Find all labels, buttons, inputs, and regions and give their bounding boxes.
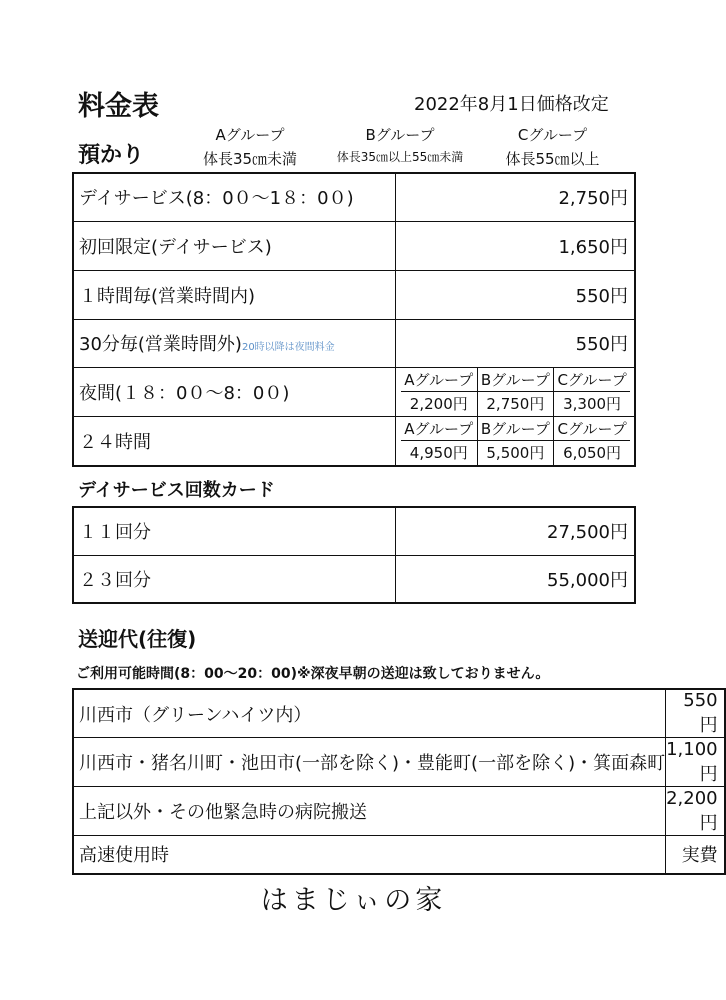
group-price: 3,300円	[563, 395, 622, 414]
row-price: 1,650円	[396, 221, 636, 270]
table-row-24h	[73, 416, 635, 466]
row-label: 初回限定(デイサービス)	[73, 221, 396, 270]
table-row	[73, 173, 635, 221]
group-a-size: 体長35㎝未満	[202, 150, 298, 168]
group-price: 2,750円	[477, 392, 554, 416]
day24-price-grid	[401, 417, 630, 465]
group-c-size: 体長55㎝以上	[505, 150, 600, 168]
row-price: 1,100円	[666, 738, 725, 787]
row-price: 550円	[396, 319, 636, 367]
row-label-text: 30分毎(営業時間外)	[79, 334, 242, 355]
group-label: Bグループ	[477, 417, 554, 441]
pickup-availability-note: ご利用可能時間(8：00～20：00)※深夜早朝の送迎は致しておりません。	[76, 666, 550, 682]
pickup-price-table	[72, 688, 726, 875]
row-label: 上記以外・その他緊急時の病院搬送	[73, 787, 666, 836]
night-rate-note: 20時以降は夜間料金	[241, 342, 335, 353]
group-label: Aグループ	[401, 368, 477, 392]
group-label: Bグループ	[477, 368, 554, 392]
row-label: デイサービス(8：0０～1８：0０)	[73, 173, 396, 221]
group-a-header	[190, 124, 310, 169]
row-label: １時間毎(営業時間内)	[73, 270, 396, 319]
group-label: Cグループ	[554, 368, 630, 392]
table-row	[73, 507, 635, 555]
group-c-header	[495, 124, 610, 169]
row-label	[73, 319, 396, 367]
group-price: 6,050円	[563, 444, 622, 463]
row-price: 実費	[666, 836, 725, 874]
row-label: 川西市・猪名川町・池田市(一部を除く)・豊能町(一部を除く)・箕面森町	[73, 738, 666, 787]
page-title: 料金表	[78, 91, 159, 122]
shop-name: はまじぃの家	[260, 885, 447, 916]
table-row	[73, 738, 725, 787]
card-price-table	[72, 506, 636, 604]
row-price: 55,000円	[396, 555, 636, 603]
table-row	[73, 221, 635, 270]
group-b-header	[330, 124, 470, 165]
group-a-name: Aグループ	[215, 126, 285, 144]
row-label: １１回分	[73, 507, 396, 555]
table-row	[73, 836, 725, 874]
table-row-night	[73, 367, 635, 416]
row-price: 550円	[666, 689, 725, 738]
deposit-price-table	[72, 172, 636, 467]
group-label: Aグループ	[401, 417, 477, 441]
card-section-title: デイサービス回数カード	[78, 480, 275, 501]
row-price: 2,200円	[666, 787, 725, 836]
row-label: 川西市（グリーンハイツ内）	[73, 689, 666, 738]
row-price: 27,500円	[396, 507, 636, 555]
table-row	[73, 689, 725, 738]
day24-group-prices	[396, 416, 636, 466]
night-price-grid	[401, 368, 630, 416]
group-c-name: Cグループ	[517, 126, 588, 144]
row-label: ２３回分	[73, 555, 396, 603]
revision-date: 2022年8月1日価格改定	[414, 94, 609, 115]
table-row	[73, 270, 635, 319]
night-label: 夜間(１８：0０～8：0０)	[73, 367, 396, 416]
deposit-section-title: 預かり	[78, 143, 145, 168]
group-price: 5,500円	[477, 441, 554, 465]
table-row	[73, 555, 635, 603]
group-price: 2,200円	[401, 392, 477, 416]
group-b-name: Bグループ	[365, 126, 435, 144]
table-row	[73, 787, 725, 836]
group-label: Cグループ	[554, 417, 630, 441]
day24-label: ２４時間	[73, 416, 396, 466]
row-price: 550円	[396, 270, 636, 319]
group-price: 4,950円	[401, 441, 477, 465]
row-label: 高速使用時	[73, 836, 666, 874]
table-row	[73, 319, 635, 367]
pickup-section-title: 送迎代(往復)	[78, 627, 197, 651]
row-price: 2,750円	[396, 173, 636, 221]
group-b-size: 体長35㎝以上55㎝未満	[336, 150, 464, 164]
night-group-prices	[396, 367, 636, 416]
